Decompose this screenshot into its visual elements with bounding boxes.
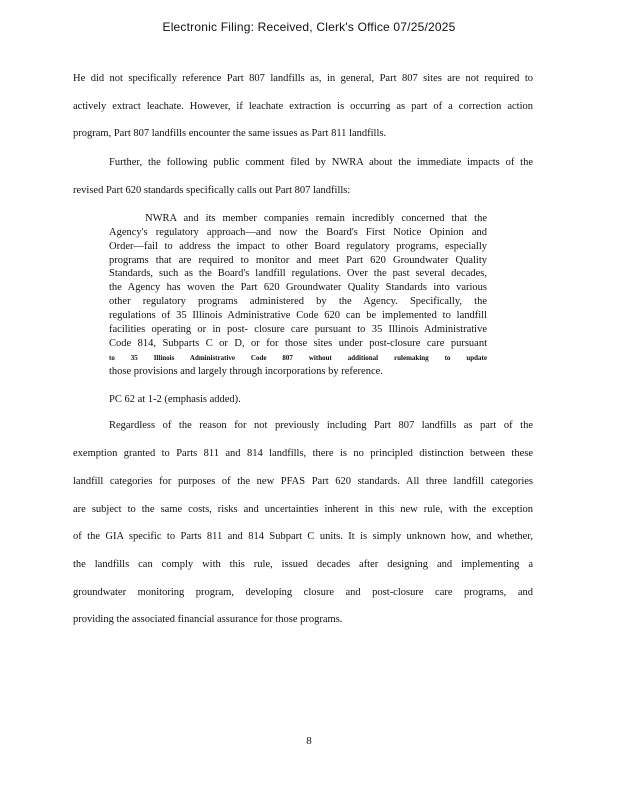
paragraph-line: Further, the following public comment filed by NWRA about the immediate impacts of the: [109, 157, 533, 168]
blockquote-line: Code 814, Subparts C or D, or for those sites under post-closure care pursuant: [109, 338, 487, 349]
paragraph-line: He did not specifically reference Part 807 landfills as, in general, Part 807 sites are not required to: [73, 73, 533, 84]
blockquote-line: the Agency has woven the Part 620 Groundwater Quality Standards into various: [109, 282, 487, 293]
paragraph-line: are subject to the same costs, risks and uncertainties inherent in this new rule, with the exception: [73, 504, 533, 515]
blockquote-line: facilities operating or in post- closure care pursuant to 35 Illinois Administrative: [109, 324, 487, 335]
citation: PC 62 at 1-2 (emphasis added).: [109, 394, 241, 405]
paragraph-line: of the GIA specific to Parts 811 and 814 Subpart C units. It is simply unknown how, and whether,: [73, 531, 533, 542]
paragraph-line: actively extract leachate. However, if leachate extraction is occurring as part of a correction action: [73, 101, 533, 112]
blockquote-line: regulations of 35 Illinois Administrative Code 620 can be implemented to landfill: [109, 310, 487, 321]
blockquote-line: to 35 Illinois Administrative Code 807 without additional rulemaking to update: [109, 354, 487, 362]
blockquote-line: NWRA and its member companies remain incredibly concerned that the: [145, 213, 487, 224]
paragraph-line: landfill categories for purposes of the new PFAS Part 620 standards. All three landfill categories: [73, 476, 533, 487]
paragraph-line: groundwater monitoring program, developing closure and post-closure care programs, and: [73, 587, 533, 598]
paragraph-line: the landfills can comply with this rule, issued decades after designing and implementing a: [73, 559, 533, 570]
blockquote-line: Standards, such as the Board's landfill regulations. Over the past several decades,: [109, 268, 487, 279]
blockquote-line: Order—fail to address the impact to other Board regulatory programs, especially: [109, 241, 487, 252]
paragraph-line: revised Part 620 standards specifically calls out Part 807 landfills:: [73, 185, 351, 196]
blockquote-line: Agency's regulatory approach—and now the Board's First Notice Opinion and: [109, 227, 487, 238]
paragraph-line: Regardless of the reason for not previously including Part 807 landfills as part of the: [109, 420, 533, 431]
electronic-filing-header: Electronic Filing: Received, Clerk's Office 07/25/2025: [162, 20, 456, 34]
page-number: 8: [306, 735, 312, 747]
paragraph-line: program, Part 807 landfills encounter the same issues as Part 811 landfills.: [73, 128, 387, 139]
paragraph-line: providing the associated financial assurance for those programs.: [73, 614, 343, 625]
blockquote-line: those provisions and largely through incorporations by reference.: [109, 366, 383, 377]
blockquote-line: other regulatory programs administered by the Agency. Specifically, the: [109, 296, 487, 307]
blockquote-line: programs that are required to monitor and meet Part 620 Groundwater Quality: [109, 255, 487, 266]
paragraph-line: exemption granted to Parts 811 and 814 landfills, there is no principled distinction between these: [73, 448, 533, 459]
